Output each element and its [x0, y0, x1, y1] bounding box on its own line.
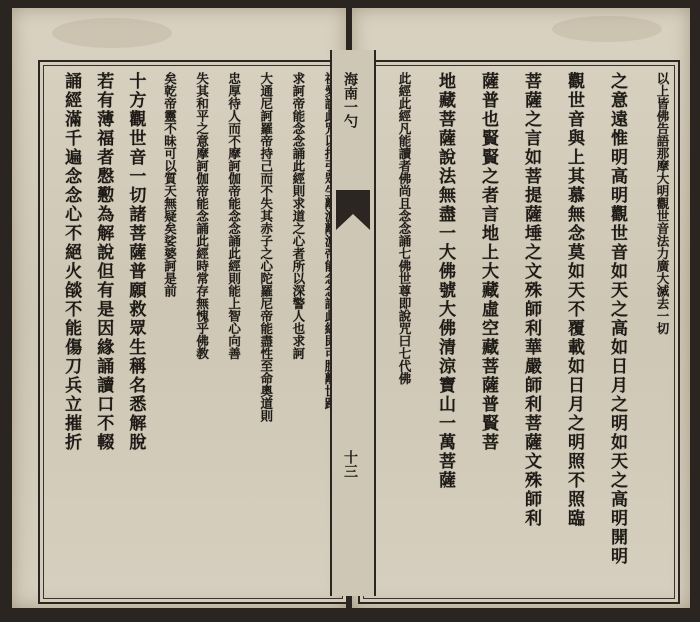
gutter-title: 海南一勺 [342, 72, 358, 128]
page-number: 十三 [342, 450, 358, 478]
text-column: 地藏菩薩說法無盡一大佛號大佛清涼寶山一萬菩薩 [435, 72, 455, 490]
text-column: 以上皆佛告語那摩大明觀世音法力廣大滅去一切 [655, 72, 670, 335]
text-column: 求訶帝能念念誦此經則求道之心者所以深警人也求訶 [290, 72, 306, 360]
paper-stain [52, 18, 172, 48]
text-column: 此經此經凡能讀者佛尚且念念誦七佛世尊即說咒曰七代佛 [397, 72, 412, 385]
center-gutter [330, 50, 376, 596]
text-column: 矣乾帝靈不昧可以質天無疑矣娑婆訶是前 [162, 72, 178, 297]
right-page [352, 8, 690, 608]
left-text-columns [50, 72, 336, 592]
verse-column: 若有薄福者慇懃為解說但有是因緣誦讀口不輟 [93, 72, 114, 452]
verse-column: 誦經滿千遍念念心不絕火燄不能傷刀兵立摧折 [61, 72, 82, 452]
paper-stain [552, 16, 662, 42]
left-text-frame [38, 60, 348, 604]
text-column: 大通尼訶羅帝持己而不失其赤子之心陀羅尼帝能盡性至命奧道則 [258, 72, 274, 422]
right-text-columns [370, 72, 668, 592]
right-text-frame [358, 60, 680, 604]
text-column: 忠厚待人而不摩訶伽帝能念念誦此經則能上智心向善 [226, 72, 242, 360]
text-column: 之意遠惟明高明觀世音如天之高如日月之明如天之高明開明 [607, 72, 627, 566]
text-column: 觀世音與上其慕無念莫如天不覆載如日月之明照不照臨 [564, 72, 584, 528]
fishtail-mark [336, 190, 370, 230]
text-column: 菩薩之言如菩提薩埵之文殊師利華嚴師利菩薩文殊師利 [521, 72, 541, 528]
text-column: 失其和平之意摩訶伽帝能念誦此經時常存無愧乎佛教 [194, 72, 210, 360]
verse-column: 十方觀世音一切諸菩薩普願救眾生稱名悉解脫 [125, 72, 146, 452]
text-column: 薩普也賢賢之者言地上大藏虛空藏菩薩普賢菩 [478, 72, 498, 452]
left-page [12, 8, 346, 608]
